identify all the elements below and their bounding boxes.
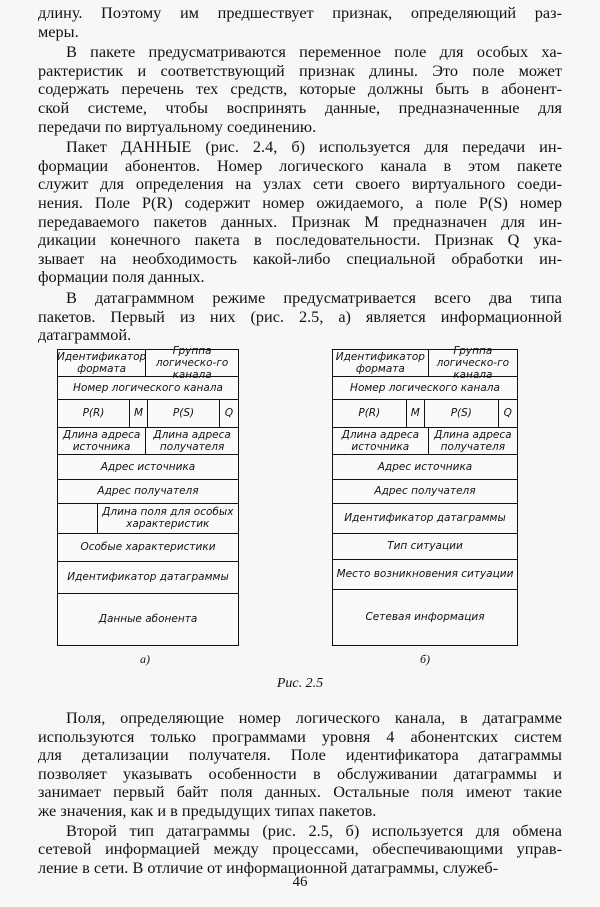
packet-field-row [58,561,238,594]
figure-caption: Рис. 2.5 [276,676,324,691]
diagram-a-label: а) [140,652,150,666]
packet-field: Идентификатор формата [333,350,429,376]
packet-field-row [333,533,517,560]
packet-field: Адрес получателя [374,485,476,497]
text-line: зывает на необходимость какой-либо специальной обработки ин- [38,248,562,268]
packet-field-row [333,454,517,480]
packet-field: Адрес источника [100,460,196,473]
text-line: ской системе, чтобы воспринять данные, предназначенные для [38,97,562,117]
packet-field-row [58,479,238,504]
packet-field-row [58,427,238,455]
packet-field: P(S) [425,399,499,427]
packet-field-row [58,503,238,534]
packet-field [58,503,98,533]
packet-field: Номер логического канала [350,381,500,394]
packet-field-row [333,503,517,534]
page-number: 46 [292,874,308,890]
packet-field-row [333,345,517,381]
text-line: используются только программами уровня 4 абонентских систем [38,726,562,746]
packet-field-row [58,454,238,480]
packet-field: P(R) [333,399,407,427]
paragraph [38,289,562,345]
packet-field: Длина адреса источника [333,427,429,454]
packet-field-row [333,376,517,400]
text-line: же значения, как и в предыдущих типах пакетов. [38,800,377,820]
packet-field: Q [503,407,512,419]
text-line: Второй тип датаграммы (рис. 2.5, б) используется для обмена [66,820,562,840]
packet-field: M [407,399,425,427]
packet-field: Данные абонента [98,613,198,625]
packet-field: Группа логическо-го канала [155,345,229,381]
text-line: датаграммой. [38,325,132,345]
text-line: позволяет указывать особенности в обслуживании датаграммы и [38,763,562,783]
packet-field: P(R) [58,399,130,427]
paragraph [38,4,562,41]
text-line: Пакет ДАННЫЕ (рис. 2.4, б) используется для передачи ин- [66,137,562,157]
packet-field: Длина адреса источника [58,427,146,454]
packet-field: Особые характеристики [80,541,216,553]
packet-field: Длина адреса получателя [153,428,231,453]
packet-field: Q [224,407,234,419]
text-line: Поля, определяющие номер логического канала, в датаграмме [66,708,562,727]
packet-field: Адрес получателя [97,485,199,497]
text-line: рактеристик и соответствующий признак длины. Это поле может [38,60,562,80]
diagram-b-label: б) [420,652,431,666]
packet-field: Идентификатор датаграммы [67,571,229,583]
text-line: пакетов. Первый из них (рис. 2.5, а) является информационной [38,306,562,326]
packet-field-row [333,479,517,504]
packet-field-row [58,533,238,562]
paragraph [38,822,562,878]
text-line: служит для определения на узлах сети своего виртуального соеди- [38,174,562,194]
packet-field: P(S) [148,399,220,427]
text-line: передачи по виртуальному соединению. [38,116,317,136]
text-line: содержать перечень тех средств, которые должны быть в абонент- [38,79,562,99]
paragraph [38,709,562,821]
packet-field: Длина поля для особых характеристик [102,506,234,530]
packet-field-row [58,399,238,428]
text-line: нения. Поле P(R) содержит номер ожидаемого, а поле P(S) номер [38,192,562,212]
packet-field: Адрес источника [377,460,473,473]
packet-field: Номер логического канала [73,381,223,394]
packet-field-row [333,399,517,428]
text-line: дикации конечного пакета в последовательности. Признак Q ука- [38,230,562,250]
diagram-a-packet-format [57,345,239,646]
text-line: длину. Поэтому им предшествует признак, определяющий раз- [38,3,562,22]
packet-field-row [333,589,517,645]
text-line: В датаграммном режиме предусматривается всего два типа [66,288,562,307]
diagram-b-packet-format [332,345,518,646]
text-line: занимает первый байт поля данных. Остальные поля имеют такие [38,782,562,802]
packet-field: M [130,399,148,427]
text-line: сетевой информацией между процессами, обеспечивающими управ- [38,839,562,859]
paragraph [38,43,562,136]
packet-field: Идентификатор формата [57,351,147,375]
paragraph [38,138,562,287]
text-line: меры. [38,21,79,41]
packet-field: Группа логическо-го канала [436,345,510,381]
text-line: В пакете предусматриваются переменное поле для особых ха- [66,42,562,62]
packet-field: Место возникновения ситуации [336,568,514,580]
text-line: формации поля данных. [38,267,205,287]
packet-field: Сетевая информация [365,611,485,623]
text-line: передаваемого пакетов данных. Признак M предназначен для ин- [38,211,562,231]
packet-field-row [58,376,238,400]
packet-field-row [333,559,517,590]
text-line: формации абонентов. Номер логического канала в этом пакете [38,155,562,175]
packet-field: Длина адреса получателя [434,428,512,453]
packet-field-row [333,427,517,455]
packet-field-row [58,593,238,645]
text-line: ление в сети. В отличие от информационной датаграммы, служеб- [38,857,499,877]
packet-field-row [57,345,238,381]
packet-field: Идентификатор датаграммы [344,512,506,524]
text-line: для детализации получателя. Поле идентификатора датаграммы [38,745,562,765]
packet-field: Тип ситуации [387,540,463,552]
